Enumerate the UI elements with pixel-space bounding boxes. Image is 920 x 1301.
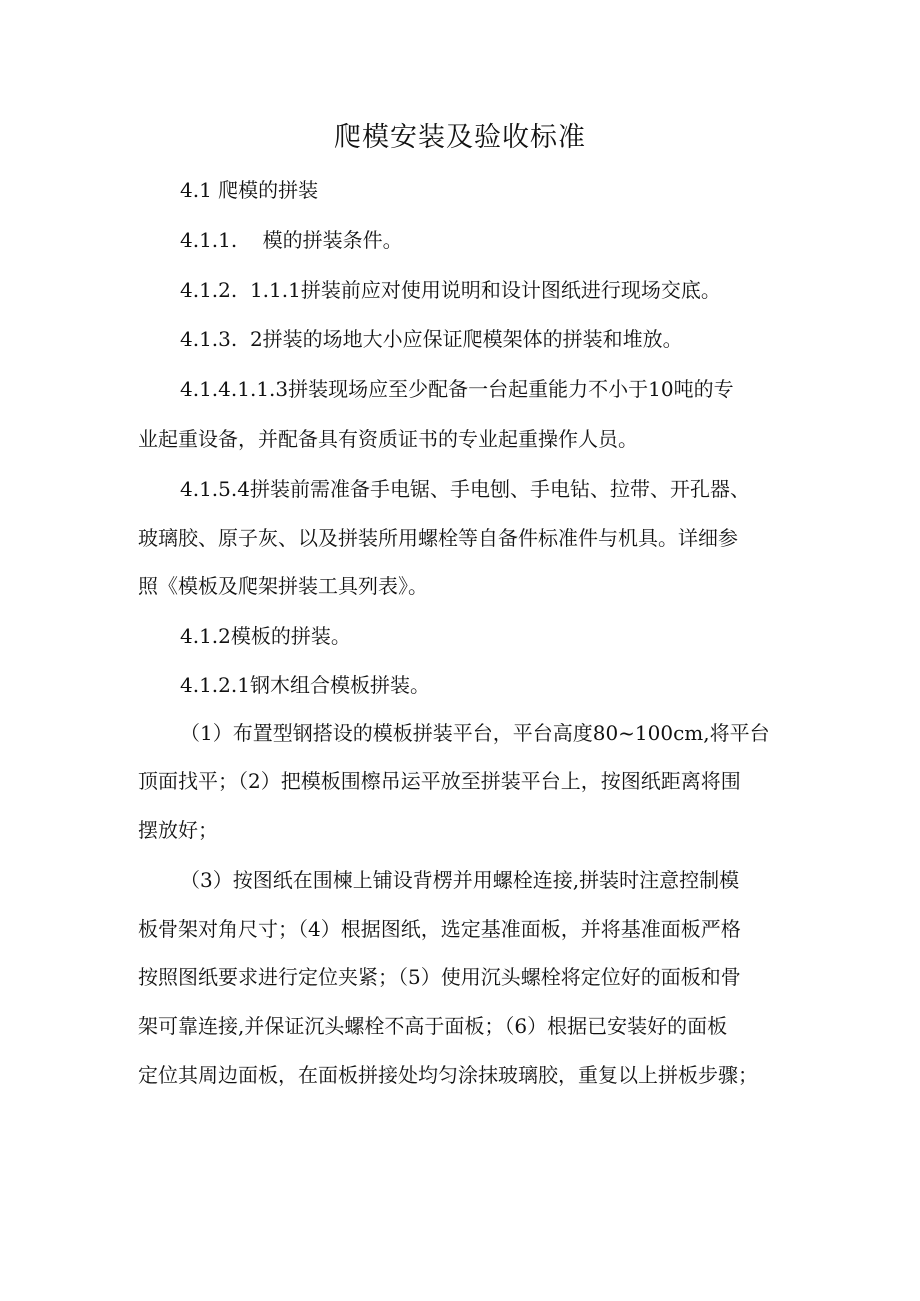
section-heading-4-1: 4.1 爬模的拼装	[180, 178, 319, 202]
step-1-line3: 摆放好；	[138, 818, 218, 842]
step-3-line1: （3）按图纸在围楝上铺设背楞并用螺栓连接,拼装时注意控制模	[180, 868, 740, 892]
paragraph-4-1-5-line2: 玻璃胶、原子灰、以及拼装所用螺栓等自备件标准件与机具。详细参	[138, 526, 738, 550]
paragraph-4-1-5-line3: 照《模板及爬架拼装工具列表》。	[138, 574, 428, 598]
document-title: 爬模安装及验收标准	[334, 122, 586, 153]
section-heading-4-1-2: 4.1.2模板的拼装。	[180, 624, 351, 648]
step-1-line2: 顶面找平；（2）把模板围檫吊运平放至拼装平台上，按图纸距离将围	[138, 769, 741, 793]
step-3-line3: 按照图纸要求进行定位夹紧；（5）使用沉头螺栓将定位好的面板和骨	[138, 965, 741, 989]
paragraph-4-1-5-line1: 4.1.5.4拼装前需准备手电锯、手电刨、手电钻、拉带、开孔器、	[180, 477, 750, 501]
paragraph-4-1-1: 4.1.1. 模的拼装条件。	[180, 228, 403, 252]
step-3-line5: 定位其周边面板，在面板拼接处均匀涂抹玻璃胶，重复以上拼板步骤；	[138, 1063, 758, 1087]
paragraph-4-1-3: 4.1.3. 2拼装的场地大小应保证爬模架体的拼装和堆放。	[180, 327, 683, 351]
paragraph-4-1-4-line2: 业起重设备，并配备具有资质证书的专业起重操作人员。	[138, 427, 638, 451]
step-1-line1: （1）布置型钢搭设的模板拼装平台，平台高度80~100cm,将平台	[180, 721, 770, 745]
paragraph-4-1-2: 4.1.2. 1.1.1拼装前应对使用说明和设计图纸进行现场交底。	[180, 278, 721, 302]
step-3-line4: 架可靠连接,并保证沉头螺栓不高于面板；（6）根据已安装好的面板	[138, 1014, 728, 1038]
step-3-line2: 板骨架对角尺寸；（4）根据图纸，选定基准面板，并将基准面板严格	[138, 917, 741, 941]
section-heading-4-1-2-1: 4.1.2.1钢木组合模板拼装。	[180, 673, 430, 697]
paragraph-4-1-4-line1: 4.1.4.1.1.3拼装现场应至少配备一台起重能力不小于10吨的专	[180, 377, 734, 401]
